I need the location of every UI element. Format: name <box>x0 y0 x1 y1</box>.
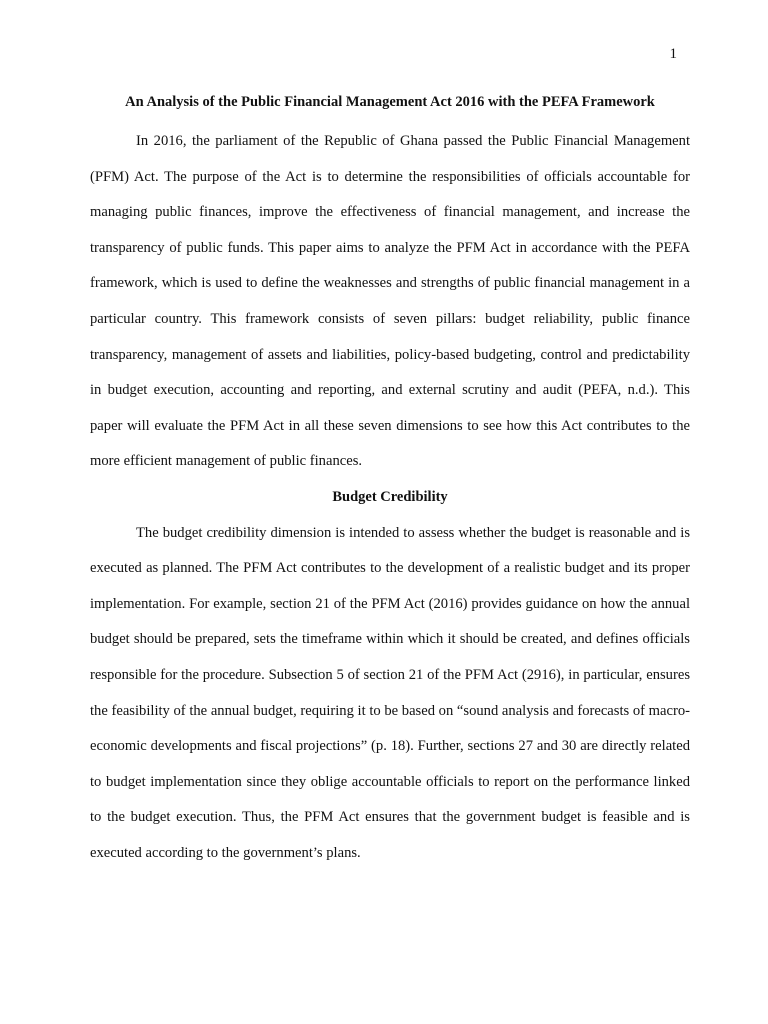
intro-paragraph: In 2016, the parliament of the Republic of Ghana passed the Public Financial Management (PFM) Act. The purpose of the Act is to determine the responsibilities of officials accountable for managing public finances, improve the effectiveness of financial management, and increase the transparency of public funds. This paper aims to analyze the PFM Act in accordance with the PEFA framework, which is used to define the weaknesses and strengths of public financial management in a particular country. This framework consists of seven pillars: budget reliability, public finance transparency, management of assets and liabilities, policy-based budgeting, control and predictability in budget execution, accounting and reporting, and external scrutiny and audit (PEFA, n.d.). This paper will evaluate the PFM Act in all these seven dimensions to see how this Act contributes to the more efficient management of public finances. <box>90 133 690 470</box>
document-title: An Analysis of the Public Financial Management Act 2016 with the PEFA Framework <box>125 94 655 110</box>
document-body <box>90 91 690 871</box>
budget-credibility-paragraph: The budget credibility dimension is intended to assess whether the budget is reasonable and is executed as planned. The PFM Act contributes to the development of a realistic budget and its proper implementation. For example, section 21 of the PFM Act (2016) provides guidance on how the annual budget should be prepared, sets the timeframe within which it should be created, and defines officials responsible for the procedure. Subsection 5 of section 21 of the PFM Act (2916), in particular, ensures the feasibility of the annual budget, requiring it to be based on “sound analysis and forecasts of macro-economic developments and fiscal projections” (p. 18). Further, sections 27 and 30 are directly related to budget implementation since they oblige accountable officials to report on the performance linked to the budget execution. Thus, the PFM Act ensures that the government budget is feasible and is executed according to the government’s plans. <box>90 524 690 861</box>
section-heading-budget-credibility: Budget Credibility <box>332 488 448 505</box>
page-number: 1 <box>669 46 677 62</box>
